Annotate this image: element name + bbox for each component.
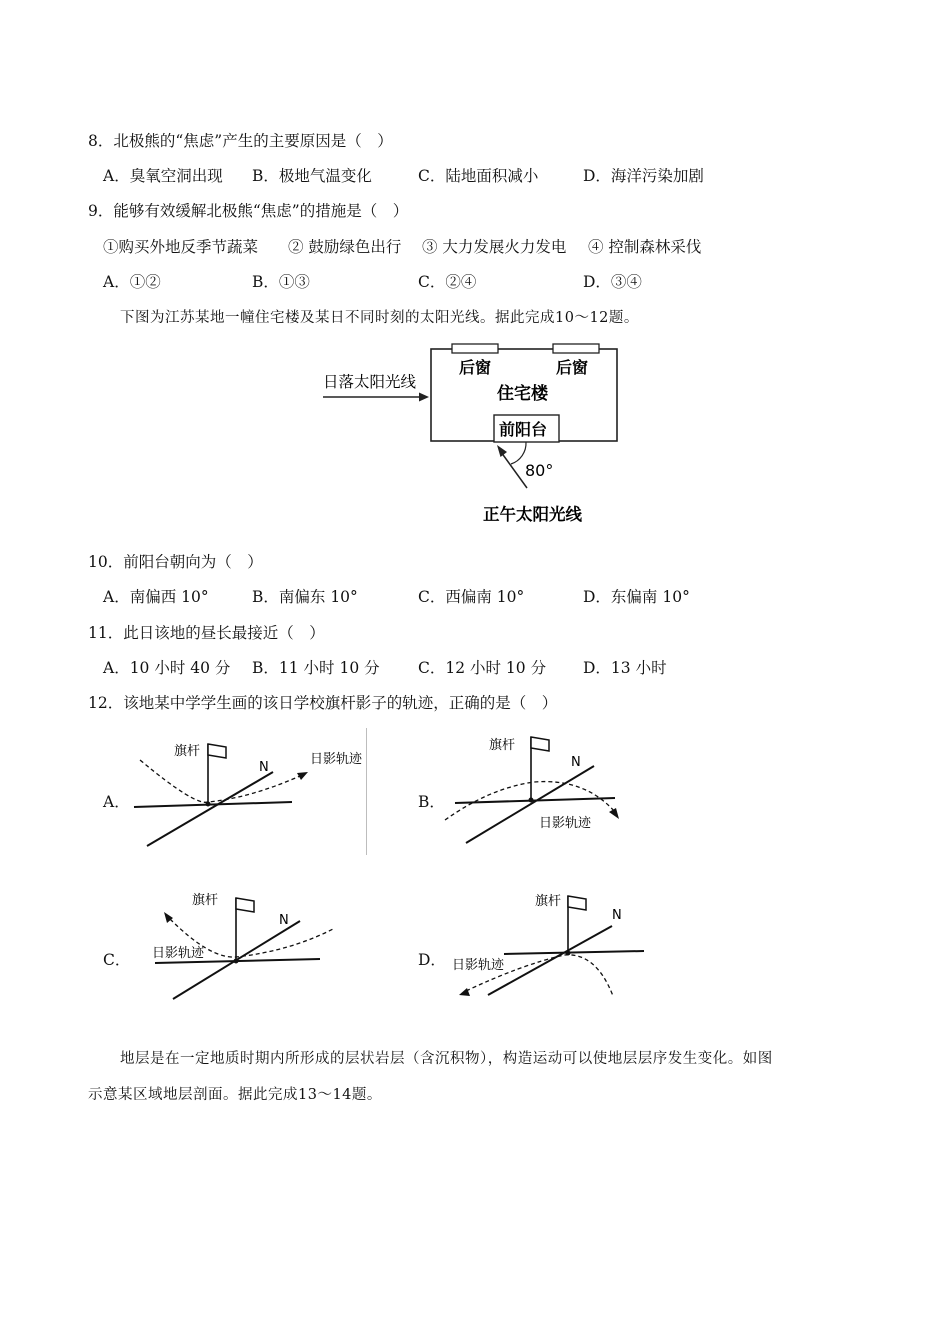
q10-option-b: B．南偏东 10° xyxy=(252,588,358,606)
track-label: 日影轨迹 xyxy=(310,752,363,767)
q9-statement-3: ③ 大力发展火力发电 xyxy=(422,238,567,256)
q9-stem: 9．能够有效缓解北极熊“焦虑”的措施是（ ） xyxy=(88,202,409,220)
q9-option-a: A．①② xyxy=(103,273,161,291)
intro-13-14-line2: 示意某区域地层剖面。据此完成13～14题。 xyxy=(88,1087,382,1103)
q9-statement-1: ①购买外地反季节蔬菜 xyxy=(103,238,259,256)
rear-window-right-label: 后窗 xyxy=(556,358,589,377)
q12-option-a-diagram xyxy=(125,728,370,855)
north-label: N xyxy=(571,755,581,770)
q9-option-b: B．①③ xyxy=(252,273,310,291)
pole-base-dot xyxy=(206,802,211,807)
q9-statement-2: ② 鼓励绿色出行 xyxy=(288,238,402,256)
q10-option-c: C．西偏南 10° xyxy=(418,588,525,606)
flag-icon xyxy=(531,737,549,751)
pole-base-dot xyxy=(566,951,571,956)
track-label: 日影轨迹 xyxy=(152,946,205,961)
q10-option-a: A．南偏西 10° xyxy=(103,588,209,606)
track-label: 日影轨迹 xyxy=(452,958,505,973)
q8-option-c: C．陆地面积减小 xyxy=(418,167,539,185)
angle-label: 80° xyxy=(525,461,554,480)
flagpole-label: 旗杆 xyxy=(174,744,201,759)
q12-option-d-diagram xyxy=(446,885,646,1005)
noon-ray-line xyxy=(501,452,527,488)
north-label: N xyxy=(612,908,622,923)
q12-option-a-letter: A． xyxy=(103,793,130,811)
q8-option-d: D．海洋污染加剧 xyxy=(583,167,704,185)
north-label: N xyxy=(279,913,289,928)
diagram-divider xyxy=(366,728,367,855)
ground-line xyxy=(504,951,644,954)
sunset-ray-label: 日落太阳光线 xyxy=(323,373,417,391)
q12-option-c-letter: C． xyxy=(103,951,131,969)
building-label: 住宅楼 xyxy=(497,384,548,404)
north-axis xyxy=(488,926,612,995)
track-arrowhead xyxy=(609,808,619,819)
q9-option-c: C．②④ xyxy=(418,273,477,291)
rear-window-left-frame xyxy=(452,344,498,353)
rear-window-right-frame xyxy=(553,344,599,353)
q8-option-b: B．极地气温变化 xyxy=(252,167,372,185)
north-axis xyxy=(147,772,273,846)
q12-option-c-diagram xyxy=(140,885,340,1005)
q12-stem: 12．该地某中学学生画的该日学校旗杆影子的轨迹，正确的是（ ） xyxy=(88,694,558,712)
noon-ray-arrowhead xyxy=(497,445,507,457)
intro-10-12: 下图为江苏某地一幢住宅楼及某日不同时刻的太阳光线。据此完成10～12题。 xyxy=(120,310,639,326)
rear-window-left-label: 后窗 xyxy=(459,358,492,377)
north-axis xyxy=(466,766,594,843)
q12-option-d-letter: D． xyxy=(418,951,446,969)
flagpole-label: 旗杆 xyxy=(489,738,516,753)
angle-arc xyxy=(511,442,526,464)
north-label: N xyxy=(259,760,269,775)
q12-option-b-letter: B． xyxy=(418,793,445,811)
pole-base-dot xyxy=(529,798,534,803)
q11-option-b: B．11 小时 10 分 xyxy=(252,659,380,677)
q10-stem: 10．前阳台朝向为（ ） xyxy=(88,553,263,571)
shadow-track-curve xyxy=(140,760,300,802)
q9-statement-4: ④ 控制森林采伐 xyxy=(588,238,702,256)
track-label: 日影轨迹 xyxy=(539,816,592,831)
building-figure xyxy=(315,338,635,528)
flag-icon xyxy=(208,744,226,758)
sunset-ray-arrowhead xyxy=(419,393,429,402)
flagpole-label: 旗杆 xyxy=(192,893,219,908)
pole-base-dot xyxy=(234,959,239,964)
q11-option-d: D．13 小时 xyxy=(583,659,667,677)
balcony-label: 前阳台 xyxy=(499,420,548,439)
intro-13-14-line1: 地层是在一定地质时期内所形成的层状岩层（含沉积物），构造运动可以使地层层序发生变化。如图 xyxy=(120,1051,773,1067)
q9-option-d: D．③④ xyxy=(583,273,642,291)
q11-option-c: C．12 小时 10 分 xyxy=(418,659,547,677)
q10-option-d: D．东偏南 10° xyxy=(583,588,690,606)
q11-option-a: A．10 小时 40 分 xyxy=(103,659,231,677)
q8-stem: 8．北极熊的“焦虑”产生的主要原因是（ ） xyxy=(88,132,393,150)
noon-ray-label: 正午太阳光线 xyxy=(483,505,582,524)
flagpole-label: 旗杆 xyxy=(535,894,562,909)
flag-icon xyxy=(236,898,254,912)
q11-stem: 11．此日该地的昼长最接近（ ） xyxy=(88,624,325,642)
flag-icon xyxy=(568,896,586,910)
q8-option-a: A．臭氧空洞出现 xyxy=(103,167,223,185)
q12-option-b-diagram xyxy=(440,728,630,846)
